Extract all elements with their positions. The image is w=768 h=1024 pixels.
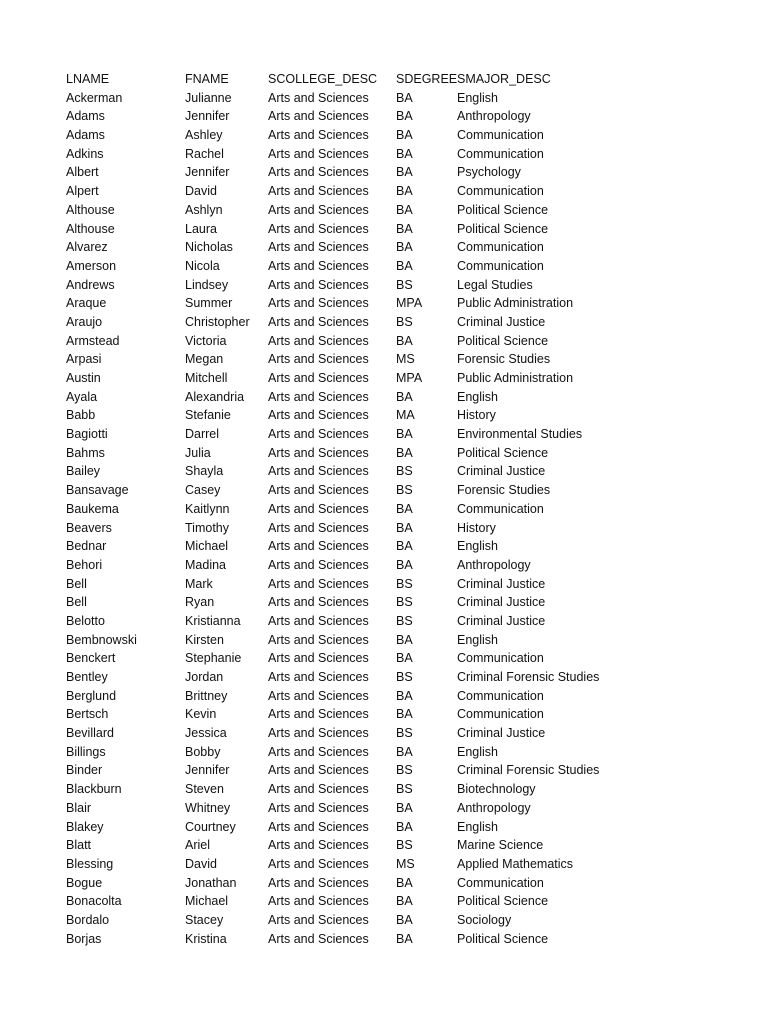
table-row: [66, 201, 706, 220]
last-name-cell: Althouse: [66, 221, 115, 236]
college-cell: Arts and Sciences: [268, 445, 369, 460]
degree-cell: MA: [396, 408, 415, 423]
degree-cell: BA: [396, 501, 413, 516]
first-name-cell: Michael: [185, 539, 229, 554]
first-name-cell: Nicholas: [185, 240, 233, 255]
last-name-cell: Bednar: [66, 539, 107, 554]
major-cell: Psychology: [457, 165, 521, 180]
table-row: [66, 350, 706, 369]
major-cell: Legal Studies: [457, 277, 533, 292]
last-name-cell: Blair: [66, 800, 92, 815]
degree-cell: BS: [396, 670, 413, 684]
major-cell: Criminal Justice: [457, 613, 546, 628]
table-row: [66, 631, 706, 650]
degree-cell: BS: [396, 314, 413, 329]
last-name-cell: Bembnowski: [66, 632, 137, 647]
first-name-cell: Rachel: [185, 146, 224, 161]
major-cell: Sociology: [457, 912, 512, 927]
table-row: [66, 444, 706, 463]
table-row: [66, 89, 706, 108]
last-name-cell: Billings: [66, 744, 106, 759]
last-name-cell: Armstead: [66, 333, 120, 348]
first-name-cell: Kristianna: [185, 613, 241, 628]
degree-cell: BA: [396, 445, 413, 460]
last-name-cell: Araque: [66, 296, 107, 311]
college-cell: Arts and Sciences: [268, 707, 369, 722]
major-cell: English: [457, 90, 498, 105]
first-name-cell: Darrel: [185, 427, 220, 442]
last-name-cell: Bagiotti: [66, 427, 108, 442]
degree-cell: BA: [396, 389, 413, 404]
last-name-cell: Andrews: [66, 277, 115, 292]
last-name-cell: Benckert: [66, 651, 116, 666]
degree-cell: BA: [396, 90, 413, 105]
table-row: [66, 332, 706, 351]
first-name-cell: Jennifer: [185, 763, 230, 778]
table-row: [66, 836, 706, 855]
last-name-cell: Borjas: [66, 931, 102, 946]
first-name-cell: Jennifer: [185, 165, 230, 180]
college-cell: Arts and Sciences: [268, 483, 369, 498]
last-name-cell: Bonacolta: [66, 894, 122, 909]
college-cell: Arts and Sciences: [268, 819, 369, 834]
college-cell: Arts and Sciences: [268, 109, 369, 124]
first-name-cell: Jonathan: [185, 875, 237, 890]
first-name-cell: Ashlyn: [185, 202, 223, 217]
table-row: [66, 818, 706, 837]
major-cell: Criminal Justice: [457, 595, 546, 610]
college-cell: Arts and Sciences: [268, 688, 369, 703]
major-cell: Communication: [457, 258, 544, 273]
degree-cell: BS: [396, 483, 413, 498]
degree-cell: BS: [396, 763, 413, 778]
table-row: [66, 369, 706, 388]
first-name-cell: Stacey: [185, 912, 224, 927]
college-cell: Arts and Sciences: [268, 277, 369, 292]
major-cell: Forensic Studies: [457, 483, 551, 498]
last-name-cell: Adams: [66, 109, 105, 124]
first-name-cell: Madina: [185, 557, 226, 572]
major-cell: Forensic Studies: [457, 352, 551, 367]
last-name-cell: Bell: [66, 595, 87, 610]
major-cell: English: [457, 819, 498, 834]
column-header-smajor-desc: SMAJOR_DESC: [457, 72, 551, 86]
first-name-cell: Ariel: [185, 838, 211, 853]
last-name-cell: Bansavage: [66, 483, 129, 498]
table-row: [66, 593, 706, 612]
degree-cell: BA: [396, 240, 413, 255]
college-cell: Arts and Sciences: [268, 595, 369, 610]
degree-cell: BA: [396, 184, 413, 199]
college-cell: Arts and Sciences: [268, 557, 369, 572]
last-name-cell: Bertsch: [66, 707, 109, 722]
degree-cell: BA: [396, 819, 413, 834]
degree-cell: BS: [396, 726, 413, 741]
major-cell: Communication: [457, 651, 544, 666]
major-cell: Criminal Justice: [457, 464, 546, 479]
degree-cell: BA: [396, 894, 413, 909]
major-cell: History: [457, 520, 496, 535]
degree-cell: MPA: [396, 296, 423, 311]
college-cell: Arts and Sciences: [268, 296, 369, 311]
first-name-cell: Jessica: [185, 726, 227, 741]
last-name-cell: Behori: [66, 557, 103, 572]
major-cell: English: [457, 389, 498, 404]
degree-cell: BA: [396, 520, 413, 535]
column-header-fname: FNAME: [185, 72, 229, 86]
table-row: [66, 220, 706, 239]
column-header-scollege-desc: SCOLLEGE_DESC: [268, 72, 378, 86]
last-name-cell: Blackburn: [66, 782, 122, 797]
table-row: [66, 612, 706, 631]
college-cell: Arts and Sciences: [268, 389, 369, 404]
table-row: [66, 425, 706, 444]
first-name-cell: Summer: [185, 296, 233, 311]
first-name-cell: Lindsey: [185, 277, 229, 292]
major-cell: Criminal Justice: [457, 576, 546, 591]
first-name-cell: Brittney: [185, 688, 228, 703]
college-cell: Arts and Sciences: [268, 165, 369, 180]
degree-cell: BS: [396, 613, 413, 628]
college-cell: Arts and Sciences: [268, 632, 369, 647]
data-table: [66, 70, 706, 948]
table-row: [66, 855, 706, 874]
college-cell: Arts and Sciences: [268, 670, 369, 684]
last-name-cell: Bogue: [66, 875, 103, 890]
college-cell: Arts and Sciences: [268, 651, 369, 666]
major-cell: Communication: [457, 707, 544, 722]
last-name-cell: Bell: [66, 576, 87, 591]
last-name-cell: Bevillard: [66, 726, 114, 741]
first-name-cell: Casey: [185, 483, 221, 498]
degree-cell: BA: [396, 912, 413, 927]
degree-cell: BA: [396, 557, 413, 572]
degree-cell: BA: [396, 146, 413, 161]
table-row: [66, 257, 706, 276]
degree-cell: BA: [396, 688, 413, 703]
last-name-cell: Berglund: [66, 688, 117, 703]
major-cell: English: [457, 744, 498, 759]
college-cell: Arts and Sciences: [268, 146, 369, 161]
first-name-cell: Shayla: [185, 464, 224, 479]
degree-cell: BA: [396, 427, 413, 442]
table-header-row: [66, 70, 706, 89]
last-name-cell: Binder: [66, 763, 103, 778]
college-cell: Arts and Sciences: [268, 875, 369, 890]
major-cell: Political Science: [457, 894, 549, 909]
major-cell: Anthropology: [457, 109, 531, 124]
table-row: [66, 406, 706, 425]
major-cell: Public Administration: [457, 371, 574, 385]
last-name-cell: Alvarez: [66, 240, 108, 255]
college-cell: Arts and Sciences: [268, 856, 369, 871]
first-name-cell: David: [185, 184, 217, 199]
degree-cell: BA: [396, 651, 413, 666]
major-cell: Criminal Justice: [457, 314, 546, 329]
table-row: [66, 743, 706, 762]
college-cell: Arts and Sciences: [268, 838, 369, 853]
last-name-cell: Belotto: [66, 613, 105, 628]
first-name-cell: Victoria: [185, 333, 227, 348]
degree-cell: BA: [396, 539, 413, 554]
table-row: [66, 238, 706, 257]
last-name-cell: Althouse: [66, 202, 115, 217]
major-cell: Marine Science: [457, 838, 544, 853]
first-name-cell: Ryan: [185, 595, 215, 610]
degree-cell: BA: [396, 707, 413, 722]
table-row: [66, 519, 706, 538]
last-name-cell: Adkins: [66, 146, 104, 161]
major-cell: Communication: [457, 240, 544, 255]
table-row: [66, 780, 706, 799]
degree-cell: BA: [396, 109, 413, 124]
last-name-cell: Ayala: [66, 389, 98, 404]
degree-cell: BS: [396, 576, 413, 591]
last-name-cell: Bahms: [66, 445, 105, 460]
college-cell: Arts and Sciences: [268, 539, 369, 554]
college-cell: Arts and Sciences: [268, 931, 369, 946]
first-name-cell: Timothy: [185, 520, 229, 535]
degree-cell: MS: [396, 352, 415, 367]
first-name-cell: Kaitlynn: [185, 501, 230, 516]
last-name-cell: Araujo: [66, 314, 103, 329]
first-name-cell: Kirsten: [185, 632, 224, 647]
first-name-cell: Bobby: [185, 744, 221, 759]
major-cell: Political Science: [457, 221, 549, 236]
college-cell: Arts and Sciences: [268, 408, 369, 423]
college-cell: Arts and Sciences: [268, 128, 369, 143]
major-cell: Environmental Studies: [457, 427, 583, 442]
major-cell: English: [457, 539, 498, 554]
college-cell: Arts and Sciences: [268, 800, 369, 815]
college-cell: Arts and Sciences: [268, 240, 369, 255]
table-row: [66, 930, 706, 949]
table-row: [66, 874, 706, 893]
college-cell: Arts and Sciences: [268, 576, 369, 591]
college-cell: Arts and Sciences: [268, 371, 369, 385]
major-cell: Political Science: [457, 931, 549, 946]
degree-cell: BS: [396, 464, 413, 479]
degree-cell: BA: [396, 202, 413, 217]
last-name-cell: Blatt: [66, 838, 92, 853]
college-cell: Arts and Sciences: [268, 464, 369, 479]
first-name-cell: Kevin: [185, 707, 217, 722]
table-row: [66, 911, 706, 930]
table-row: [66, 556, 706, 575]
table-row: [66, 145, 706, 164]
major-cell: Political Science: [457, 202, 549, 217]
college-cell: Arts and Sciences: [268, 744, 369, 759]
last-name-cell: Adams: [66, 128, 105, 143]
degree-cell: MPA: [396, 371, 423, 385]
college-cell: Arts and Sciences: [268, 352, 369, 367]
column-header-sdegree: SDEGREE: [396, 72, 458, 86]
major-cell: Communication: [457, 184, 544, 199]
first-name-cell: Steven: [185, 782, 224, 797]
degree-cell: BS: [396, 595, 413, 610]
last-name-cell: Blakey: [66, 819, 104, 834]
first-name-cell: Megan: [185, 352, 224, 367]
last-name-cell: Babb: [66, 408, 96, 423]
major-cell: Biotechnology: [457, 782, 536, 797]
college-cell: Arts and Sciences: [268, 202, 369, 217]
first-name-cell: Mark: [185, 576, 213, 591]
table-row: [66, 163, 706, 182]
first-name-cell: Alexandria: [185, 389, 245, 404]
first-name-cell: Kristina: [185, 931, 227, 946]
last-name-cell: Arpasi: [66, 352, 102, 367]
college-cell: Arts and Sciences: [268, 333, 369, 348]
first-name-cell: Courtney: [185, 819, 236, 834]
major-cell: Political Science: [457, 333, 549, 348]
major-cell: Applied Mathematics: [457, 856, 574, 871]
degree-cell: MS: [396, 856, 415, 871]
first-name-cell: Julia: [185, 445, 211, 460]
table-row: [66, 668, 706, 687]
table-row: [66, 500, 706, 519]
degree-cell: BA: [396, 744, 413, 759]
last-name-cell: Beavers: [66, 520, 112, 535]
college-cell: Arts and Sciences: [268, 894, 369, 909]
table-row: [66, 481, 706, 500]
last-name-cell: Austin: [66, 371, 101, 385]
college-cell: Arts and Sciences: [268, 314, 369, 329]
major-cell: Communication: [457, 501, 544, 516]
table-row: [66, 649, 706, 668]
table-row: [66, 276, 706, 295]
table-row: [66, 388, 706, 407]
college-cell: Arts and Sciences: [268, 184, 369, 199]
table-row: [66, 462, 706, 481]
degree-cell: BA: [396, 258, 413, 273]
table-row: [66, 687, 706, 706]
table-body: [66, 89, 706, 949]
last-name-cell: Bordalo: [66, 912, 110, 927]
first-name-cell: David: [185, 856, 217, 871]
major-cell: Criminal Forensic Studies: [457, 670, 600, 684]
degree-cell: BA: [396, 800, 413, 815]
first-name-cell: Whitney: [185, 800, 231, 815]
first-name-cell: Stephanie: [185, 651, 242, 666]
table-row: [66, 761, 706, 780]
first-name-cell: Nicola: [185, 258, 220, 273]
first-name-cell: Laura: [185, 221, 217, 236]
last-name-cell: Bailey: [66, 464, 101, 479]
degree-cell: BA: [396, 128, 413, 143]
major-cell: Anthropology: [457, 800, 531, 815]
first-name-cell: Julianne: [185, 90, 232, 105]
major-cell: Public Administration: [457, 296, 574, 311]
first-name-cell: Michael: [185, 894, 229, 909]
degree-cell: BA: [396, 333, 413, 348]
table-row: [66, 107, 706, 126]
degree-cell: BA: [396, 632, 413, 647]
first-name-cell: Mitchell: [185, 371, 228, 385]
last-name-cell: Alpert: [66, 184, 99, 199]
college-cell: Arts and Sciences: [268, 501, 369, 516]
table-row: [66, 126, 706, 145]
table-row: [66, 313, 706, 332]
college-cell: Arts and Sciences: [268, 613, 369, 628]
first-name-cell: Christopher: [185, 314, 250, 329]
table-row: [66, 799, 706, 818]
major-cell: Communication: [457, 688, 544, 703]
table-row: [66, 575, 706, 594]
column-header-lname: LNAME: [66, 72, 110, 86]
table-row: [66, 892, 706, 911]
college-cell: Arts and Sciences: [268, 912, 369, 927]
degree-cell: BA: [396, 165, 413, 180]
major-cell: Criminal Forensic Studies: [457, 763, 600, 778]
major-cell: Communication: [457, 146, 544, 161]
first-name-cell: Jordan: [185, 670, 224, 684]
college-cell: Arts and Sciences: [268, 221, 369, 236]
major-cell: Communication: [457, 875, 544, 890]
last-name-cell: Ackerman: [66, 90, 123, 105]
college-cell: Arts and Sciences: [268, 782, 369, 797]
last-name-cell: Albert: [66, 165, 99, 180]
table-row: [66, 724, 706, 743]
degree-cell: BA: [396, 875, 413, 890]
table-row: [66, 705, 706, 724]
degree-cell: BS: [396, 277, 413, 292]
major-cell: Communication: [457, 128, 544, 143]
first-name-cell: Stefanie: [185, 408, 231, 423]
college-cell: Arts and Sciences: [268, 726, 369, 741]
last-name-cell: Bentley: [66, 670, 108, 684]
table-row: [66, 537, 706, 556]
college-cell: Arts and Sciences: [268, 427, 369, 442]
last-name-cell: Amerson: [66, 258, 117, 273]
table-row: [66, 294, 706, 313]
degree-cell: BA: [396, 931, 413, 946]
major-cell: English: [457, 632, 498, 647]
degree-cell: BS: [396, 782, 413, 797]
degree-cell: BS: [396, 838, 413, 853]
major-cell: Political Science: [457, 445, 549, 460]
major-cell: Criminal Justice: [457, 726, 546, 741]
first-name-cell: Jennifer: [185, 109, 230, 124]
college-cell: Arts and Sciences: [268, 90, 369, 105]
degree-cell: BA: [396, 221, 413, 236]
last-name-cell: Blessing: [66, 856, 114, 871]
last-name-cell: Baukema: [66, 501, 119, 516]
major-cell: Anthropology: [457, 557, 531, 572]
first-name-cell: Ashley: [185, 128, 223, 143]
major-cell: History: [457, 408, 496, 423]
table-row: [66, 182, 706, 201]
college-cell: Arts and Sciences: [268, 763, 369, 778]
college-cell: Arts and Sciences: [268, 520, 369, 535]
college-cell: Arts and Sciences: [268, 258, 369, 273]
